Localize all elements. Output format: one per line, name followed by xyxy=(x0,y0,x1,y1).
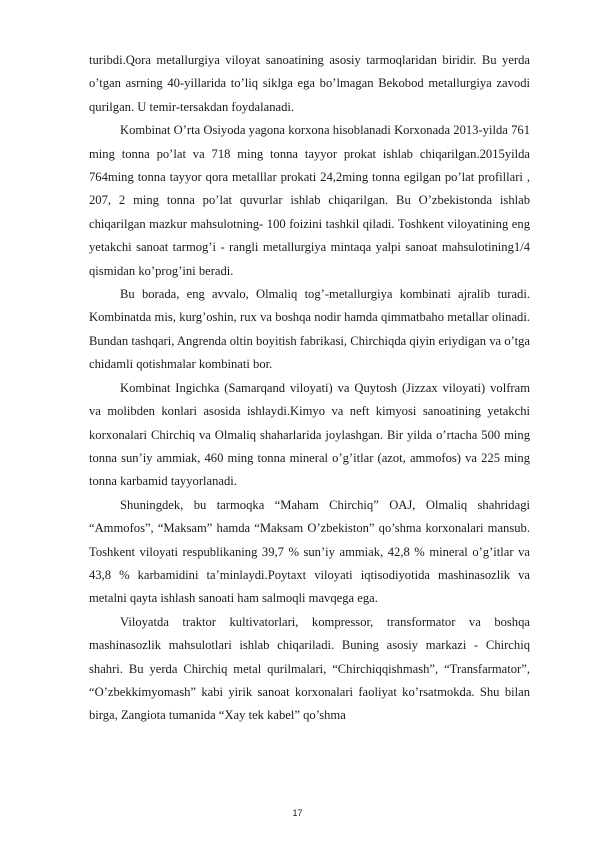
paragraph-continuation: turibdi.Qora metallurgiya viloyat sanoatining asosiy tarmoqlaridan biridir. Bu yerda o’tgan asrning 40-yillarida to’liq siklga ega bo’lmagan Bekobod metallurgiya zavodi qurilgan. U temir-tersakdan foydalanadi. xyxy=(89,53,530,114)
paragraph-kombinat: Kombinat O’rta Osiyoda yagona korxona hisoblanadi Korxonada 2013-yilda 761 ming tonna po’lat va 718 ming tonna tayyor prokat ishlab chiqarilgan.2015yilda 764ming tonna tayyor qora metalllar prokati 24,2ming tonna egilgan po’lat profillari , 207, 2 ming tonna po’lat quvurlar ishlab chiqarilgan. Bu O’zbekistonda ishlab chiqarilgan mazkur mahsulotning- 100 foizini tashkil qiladi. Toshkent viloyatining eng yetakchi sanoat tarmog’i - rangli metallurgiya mintaqa yalpi sanoat mahsulotining1/4 qismidan ko’prog’ini beradi. xyxy=(89,123,530,278)
paragraph-volfram: Kombinat Ingichka (Samarqand viloyati) va Quytosh (Jizzax viloyati) volfram va molibden konlari asosida ishlaydi.Kimyo va neft kimyosi sanoatining yetakchi korxonalari Chirchiq va Olmaliq shaharlarida joylashgan. Bir yilda o’rtacha 500 ming tonna sun’iy ammiak, 460 ming tonna mineral o’g’itlar (azot, ammofos) va 225 ming tonna karbamid tayyorlanadi. xyxy=(89,380,530,489)
page-number: 17 xyxy=(292,808,303,818)
paragraph-shuningdek: Shuningdek, bu tarmoqka “Maham Chirchiq” OAJ, Olmaliq shahridagi “Ammofos”, “Maksam” hamda “Maksam O’zbekiston” qo’shma korxonalari mansub. Toshkent viloyati respublikaning 39,7 % sun’iy ammiak, 42,8 % mineral o’g’itlar va 43,8 % karbamidini ta’minlaydi.Poytaxt viloyati iqtisodiyotida mashinasozlik va metalni qayta ishlash sanoati ham salmoqli mavqega ega. xyxy=(89,497,530,606)
document-page xyxy=(89,49,530,728)
paragraph-mashinasozlik: Viloyatda traktor kultivatorlari, kompressor, transformator va boshqa mashinasozlik mahsulotlari ishlab chiqariladi. Buning asosiy markazi - Chirchiq shahri. Bu yerda Chirchiq metal qurilmalari, “Chirchiqqishmash”, “Transfarmator”, “O’zbekkimyomash” kabi yirik sanoat korxonalari faoliyat ko’rsatmokda. Shu bilan birga, Zangiota tumanida “Xay tek kabel” qo’shma xyxy=(89,614,530,723)
paragraph-olmaliq: Bu borada, eng avvalo, Olmaliq tog’-metallurgiya kombinati ajralib turadi. Kombinatda mis, kurg’oshin, rux va boshqa nodir hamda qimmatbaho metallar olinadi. Bundan tashqari, Angrenda oltin boyitish fabrikasi, Chirchiqda qiyin eriydigan va o’tga chidamli qotishmalar kombinati bor. xyxy=(89,287,530,372)
